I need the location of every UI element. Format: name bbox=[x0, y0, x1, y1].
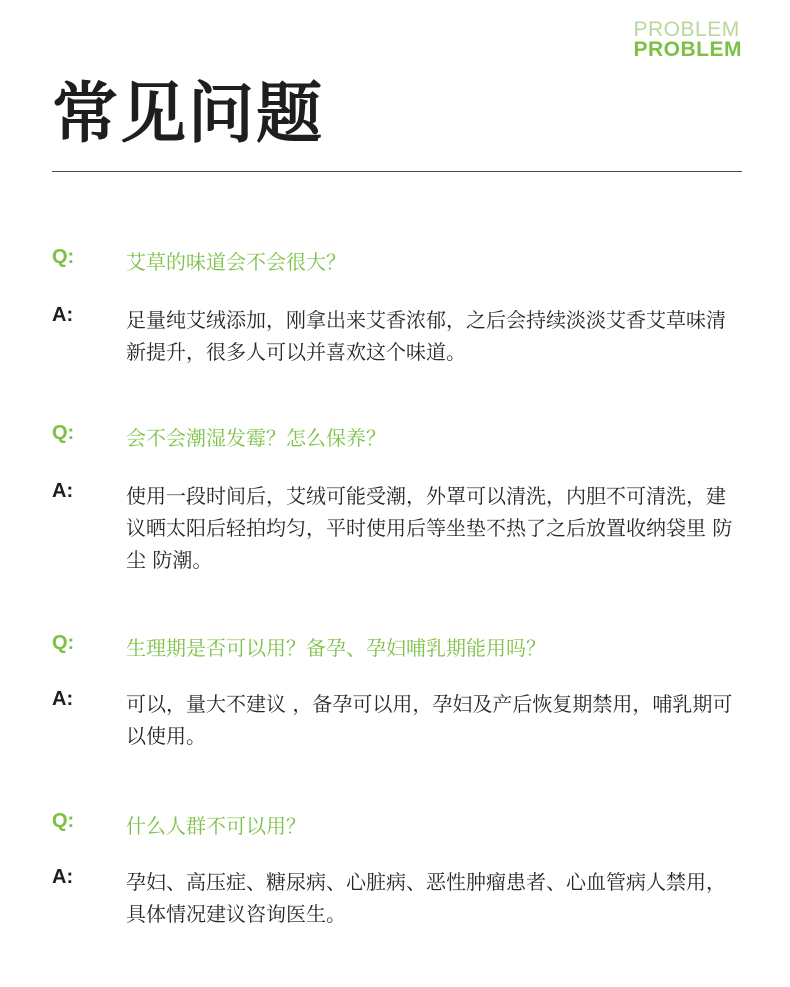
question-marker: Q: bbox=[52, 810, 75, 832]
answer-marker: A: bbox=[52, 304, 74, 326]
answer-text: 可以，量大不建议 ，备孕可以用，孕妇及产后恢复期禁用，哺乳期可以使用。 bbox=[126, 692, 733, 748]
answer-marker: A: bbox=[52, 866, 74, 888]
page-title: 常见问题 bbox=[52, 75, 324, 152]
question-text: 生理期是否可以用？备孕、孕妇哺乳期能用吗？ bbox=[126, 636, 546, 660]
title-divider bbox=[52, 171, 742, 172]
answer-text: 孕妇、高压症、糖尿病、心脏病、恶性肿瘤患者、心血管病人禁用，具体情况建议咨询医生。 bbox=[126, 870, 726, 926]
brand-logo bbox=[634, 20, 743, 60]
brand-line-2: PROBLEM bbox=[633, 38, 742, 61]
answer-text: 使用一段时间后，艾绒可能受潮，外罩可以清洗，内胆不可清洗，建议晒太阳后轻拍均匀，平时使用后等坐垫不热了之后放置收纳袋里 防尘 防潮。 bbox=[126, 484, 733, 572]
question-text: 什么人群不可以用？ bbox=[126, 814, 306, 838]
question-marker: Q: bbox=[52, 422, 75, 444]
answer-marker: A: bbox=[52, 688, 74, 710]
brand-line-1: PROBLEM bbox=[633, 18, 740, 41]
question-text: 艾草的味道会不会很大？ bbox=[126, 250, 346, 274]
question-marker: Q: bbox=[52, 246, 75, 268]
answer-text: 足量纯艾绒添加，刚拿出来艾香浓郁，之后会持续淡淡艾香艾草味清新提升，很多人可以并喜欢这个味道。 bbox=[126, 308, 726, 364]
question-marker: Q: bbox=[52, 632, 75, 654]
question-text: 会不会潮湿发霉？怎么保养？ bbox=[126, 426, 386, 450]
answer-marker: A: bbox=[52, 480, 74, 502]
